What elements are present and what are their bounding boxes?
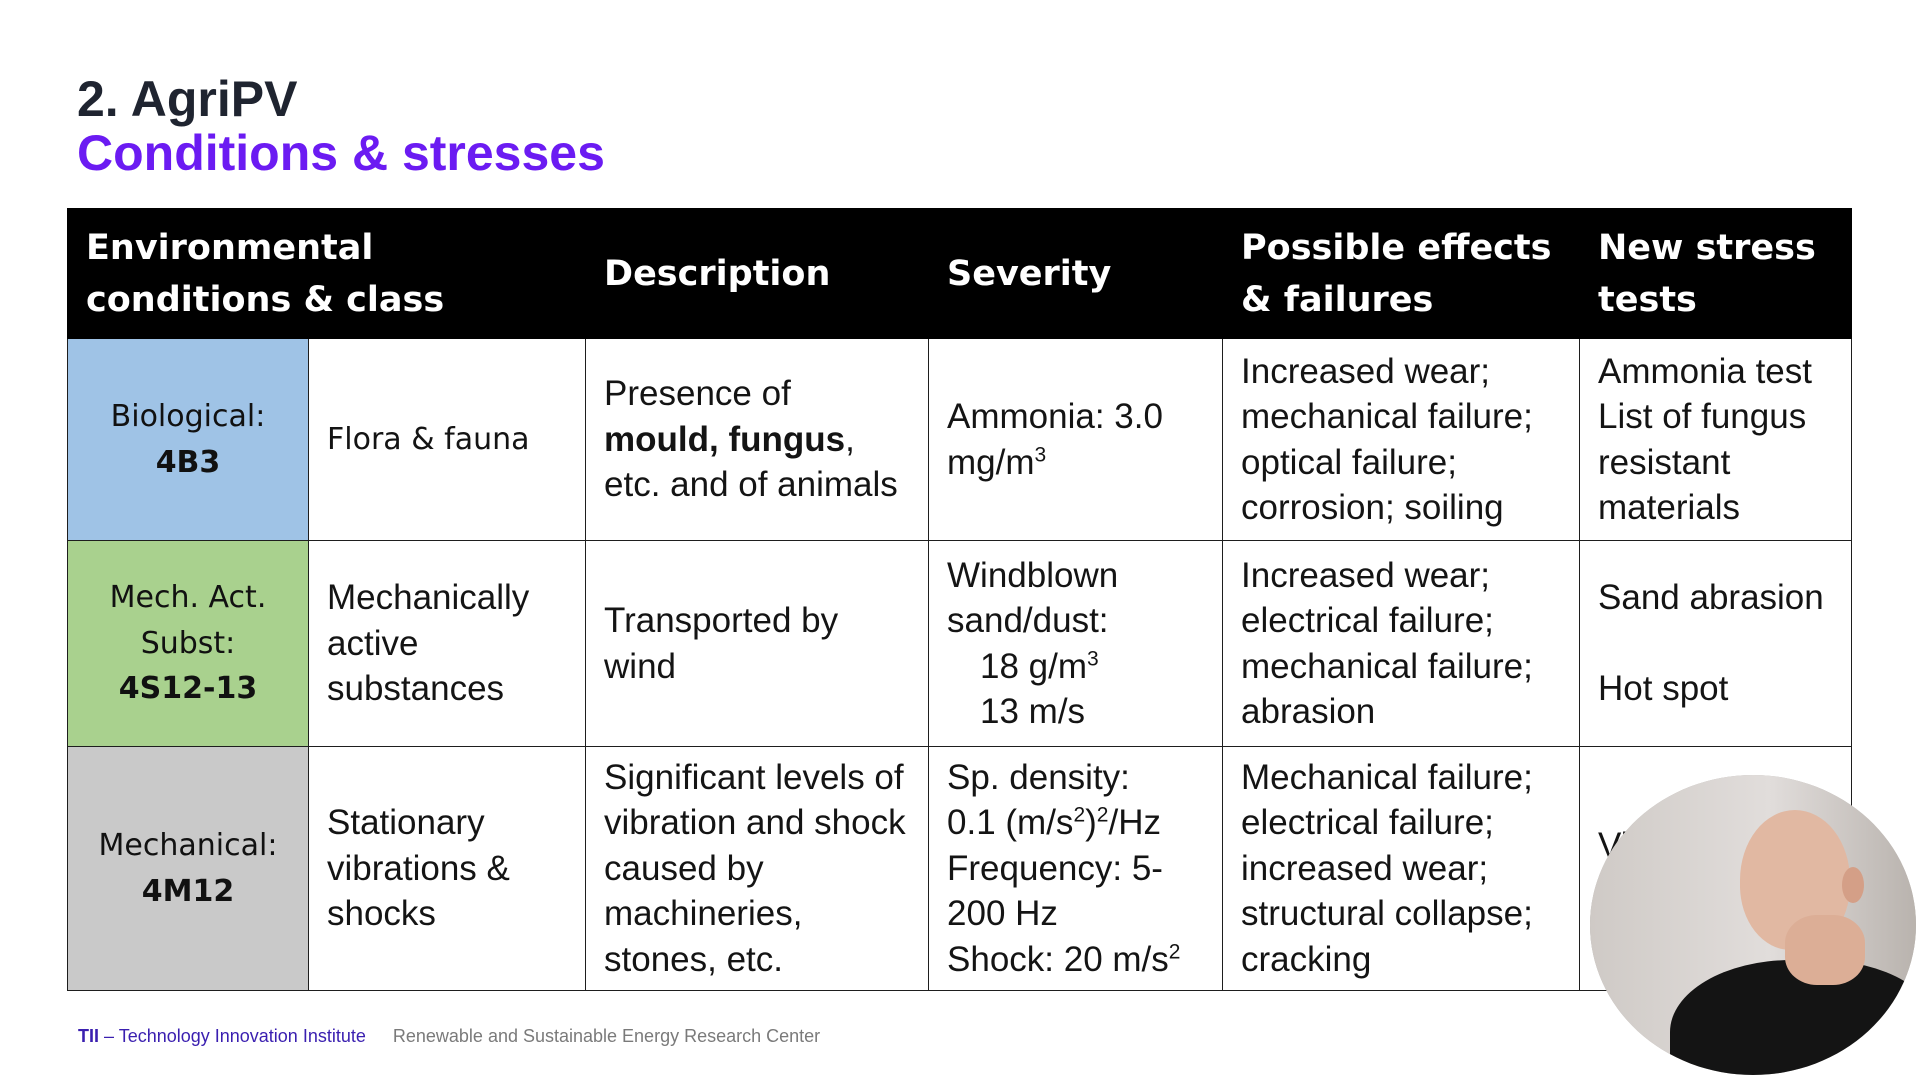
severity-value: /Hz: [1108, 803, 1161, 843]
tests-cell: [1580, 541, 1852, 747]
slide-title: 2. AgriPV: [77, 71, 298, 127]
severity-superscript: 2: [1073, 803, 1086, 827]
header-severity: Severity: [929, 209, 1223, 339]
test-item: List of fungus resistant materials: [1598, 397, 1807, 527]
presenter-hand: [1785, 915, 1865, 985]
class-cell-biological: [68, 339, 309, 541]
severity-line: [947, 937, 1204, 983]
class-cell-mech-act: [68, 541, 309, 747]
severity-cell: [929, 541, 1223, 747]
severity-cell: [929, 747, 1223, 991]
conditions-table: [67, 208, 1852, 991]
header-effects: Possible effects & failures: [1223, 209, 1580, 339]
footer-org-name: – Technology Innovation Institute: [99, 1026, 366, 1046]
tests-cell: [1580, 339, 1852, 541]
header-tests: New stress tests: [1580, 209, 1852, 339]
class-code: 4S12-13: [118, 671, 258, 707]
header-description: Description: [586, 209, 929, 339]
severity-line: Sp. density:: [947, 757, 1130, 797]
description-cell: Significant levels of vibration and shock caused by machineries, stones, etc.: [586, 747, 929, 991]
severity-line: [947, 800, 1204, 846]
effects-cell: Increased wear; mechanical failure; optical failure; corrosion; soiling: [1223, 339, 1580, 541]
severity-superscript: 2: [1168, 940, 1181, 964]
test-item: Hot spot: [1598, 669, 1729, 709]
severity-value: 0.1 (m/s: [947, 803, 1074, 843]
class-name: Mech. Act. Subst:: [109, 580, 267, 661]
description-text-rest: , etc. and of animals: [604, 419, 898, 505]
table-row: [68, 541, 1852, 747]
class-cell-mechanical: [68, 747, 309, 991]
severity-superscript: 2: [1096, 803, 1109, 827]
slide-subtitle: Conditions & stresses: [77, 125, 605, 181]
description-text: Presence of: [604, 374, 791, 414]
condition-cell: Mechanically active substances: [309, 541, 586, 747]
webcam-overlay: [1590, 775, 1916, 1075]
severity-cell: [929, 339, 1223, 541]
severity-line: [947, 644, 1204, 690]
spacer: [1598, 621, 1833, 667]
footer-org-abbr: TII: [78, 1026, 99, 1046]
effects-cell: Increased wear; electrical failure; mechanical failure; abrasion: [1223, 541, 1580, 747]
footer-research-center: Renewable and Sustainable Energy Research Center: [392, 1026, 821, 1046]
severity-line: Frequency: 5-200 Hz: [947, 848, 1163, 934]
severity-line: 13 m/s: [980, 692, 1086, 731]
presenter-ear: [1842, 867, 1864, 903]
severity-value: ): [1085, 803, 1097, 843]
class-name: Biological:: [110, 399, 266, 434]
description-cell: [586, 339, 929, 541]
class-code: 4M12: [141, 873, 235, 909]
effects-cell: Mechanical failure; electrical failure; increased wear; structural collapse; cracking: [1223, 747, 1580, 991]
header-conditions: Environmental conditions & class: [68, 209, 586, 339]
severity-value: Shock: 20 m/s: [947, 939, 1169, 979]
severity-superscript: 3: [1087, 646, 1099, 670]
footer-org: [78, 1026, 366, 1046]
class-code: 4B3: [155, 444, 221, 480]
table-row: [68, 339, 1852, 541]
description-bold-text: mould, fungus: [604, 419, 846, 459]
severity-line: Windblown sand/dust:: [947, 555, 1119, 640]
class-name: Mechanical:: [98, 828, 278, 863]
test-item: Sand abrasion: [1598, 578, 1824, 618]
table-row: [68, 747, 1852, 991]
footer: [78, 1024, 820, 1048]
description-cell: Transported by wind: [586, 541, 929, 747]
severity-text: Ammonia: 3.0 mg/m: [947, 397, 1163, 482]
condition-cell: Stationary vibrations & shocks: [309, 747, 586, 991]
condition-cell: Flora & fauna: [309, 339, 586, 541]
test-item: Ammonia test: [1598, 351, 1812, 391]
header-row: [68, 209, 1852, 339]
severity-value: 18 g/m: [980, 646, 1088, 686]
severity-superscript: 3: [1034, 442, 1047, 466]
